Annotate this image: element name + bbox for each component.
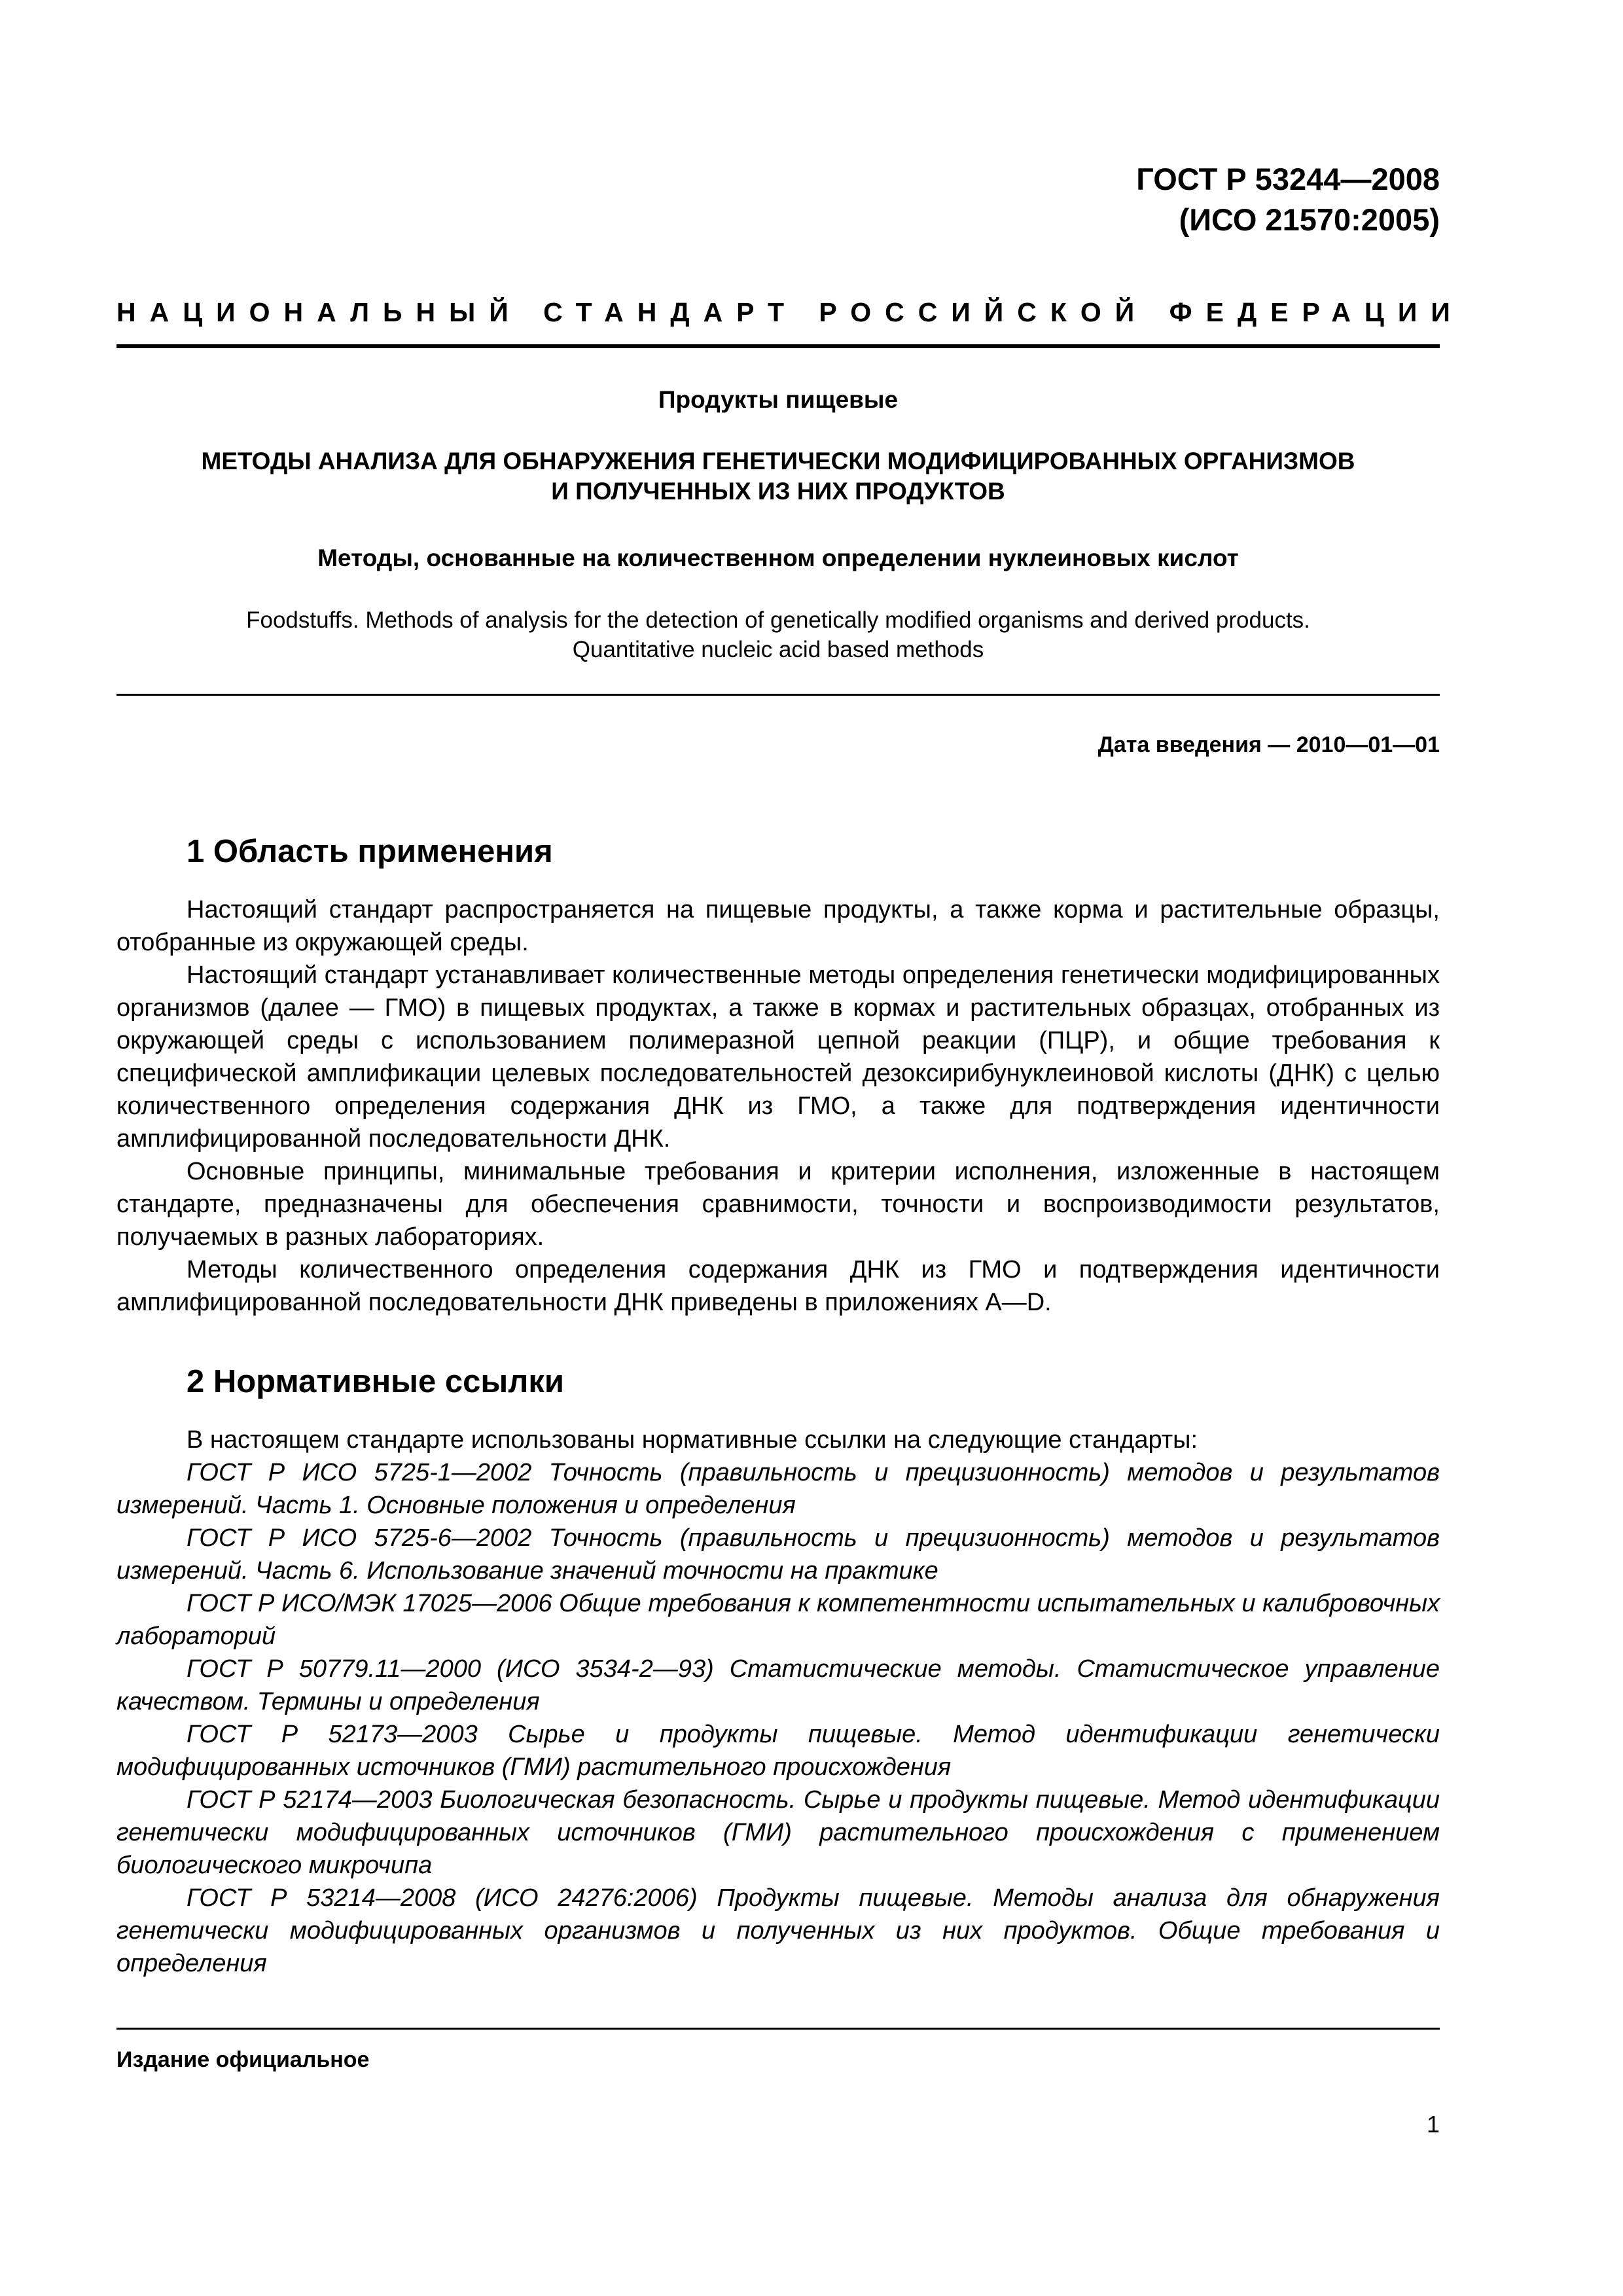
designation-iso: (ИСО 21570:2005): [1179, 202, 1440, 237]
page-number: 1: [1426, 2111, 1440, 2138]
header-rule: [116, 344, 1440, 348]
section-2-title: 2 Нормативные ссылки: [187, 1364, 564, 1399]
reference-item: ГОСТ Р ИСО 5725-1—2002 Точность (правильность и прецизионность) методов и результатов измерений. Часть 1. Основные положения и определения: [116, 1459, 1440, 1519]
edition-note: Издание официальное: [116, 2047, 370, 2072]
section-1-title: 1 Область применения: [187, 834, 553, 869]
section-2-body: [116, 1424, 1440, 1980]
title-group: Продукты пищевые: [658, 386, 899, 413]
subtitle: Методы, основанные на количественном определении нуклеиновых кислот: [317, 545, 1239, 571]
main-title-line-2: И ПОЛУЧЕННЫХ ИЗ НИХ ПРОДУКТОВ: [551, 478, 1005, 505]
main-title-line-1: МЕТОДЫ АНАЛИЗА ДЛЯ ОБНАРУЖЕНИЯ ГЕНЕТИЧЕСКИ МОДИФИЦИРОВАННЫХ ОРГАНИЗМОВ: [201, 448, 1355, 475]
paragraph: Основные принципы, минимальные требования и критерии исполнения, изложенные в настоящем стандарте, предназначены для обеспечения сравнимости, точности и воспроизводимости результатов, получаемых в разных лабораториях.: [116, 1158, 1440, 1251]
english-title: [116, 605, 1440, 664]
designation-number: ГОСТ Р 53244—2008: [1136, 162, 1440, 196]
english-title-line-2: Quantitative nucleic acid based methods: [572, 637, 984, 662]
national-standard-heading: НАЦИОНАЛЬНЫЙ СТАНДАРТ РОССИЙСКОЙ ФЕДЕРАЦИИ: [116, 297, 1464, 327]
paragraph: Методы количественного определения содержания ДНК из ГМО и подтверждения идентичности амплифицированной последовательности ДНК приведены в приложениях А—D.: [116, 1256, 1440, 1316]
standard-designation: [1136, 159, 1440, 240]
paragraph: Настоящий стандарт устанавливает количественные методы определения генетически модифицированных организмов (далее — ГМО) в пищевых продуктах, а также в кормах и растительных образцах, отобранных из окружающей среды с использованием полимеразной цепной реакции (ПЦР), и общие требования к специфической амплификации целевых последовательностей дезоксирибунуклеиновой кислоты (ДНК) с целью количественного определения содержания ДНК из ГМО, а также для подтверждения идентичности амплифицированной последовательности ДНК.: [116, 961, 1440, 1153]
section-1-body: [116, 893, 1440, 1319]
reference-item: ГОСТ Р 52174—2003 Биологическая безопасность. Сырье и продукты пищевые. Метод идентификации генетически модифицированных источников (ГМИ) растительного происхождения с применением биологического микрочипа: [116, 1786, 1440, 1879]
reference-item: ГОСТ Р ИСО 5725-6—2002 Точность (правильность и прецизионность) методов и результатов измерений. Часть 6. Использование значений точности на практике: [116, 1524, 1440, 1585]
references-intro: В настоящем стандарте использованы нормативные ссылки на следующие стандарты:: [187, 1426, 1198, 1454]
main-title: [116, 446, 1440, 507]
reference-item: ГОСТ Р 52173—2003 Сырье и продукты пищевые. Метод идентификации генетически модифицированных источников (ГМИ) растительного происхождения: [116, 1721, 1440, 1781]
reference-item: ГОСТ Р 50779.11—2000 (ИСО 3534-2—93) Статистические методы. Статистическое управление качеством. Термины и определения: [116, 1655, 1440, 1715]
paragraph: Настоящий стандарт распространяется на пищевые продукты, а также корма и растительные образцы, отобранные из окружающей среды.: [116, 896, 1440, 956]
date-of-introduction: Дата введения — 2010—01—01: [1097, 732, 1440, 757]
reference-item: ГОСТ Р 53214—2008 (ИСО 24276:2006) Продукты пищевые. Методы анализа для обнаружения генетически модифицированных организмов и полученных из них продуктов. Общие требования и определения: [116, 1884, 1440, 1977]
english-title-line-1: Foodstuffs. Methods of analysis for the detection of genetically modified organisms and derived products.: [246, 607, 1310, 633]
footer-rule: [116, 2028, 1440, 2030]
reference-item: ГОСТ Р ИСО/МЭК 17025—2006 Общие требования к компетентности испытательных и калибровочных лабораторий: [116, 1590, 1440, 1650]
title-rule: [116, 694, 1440, 696]
